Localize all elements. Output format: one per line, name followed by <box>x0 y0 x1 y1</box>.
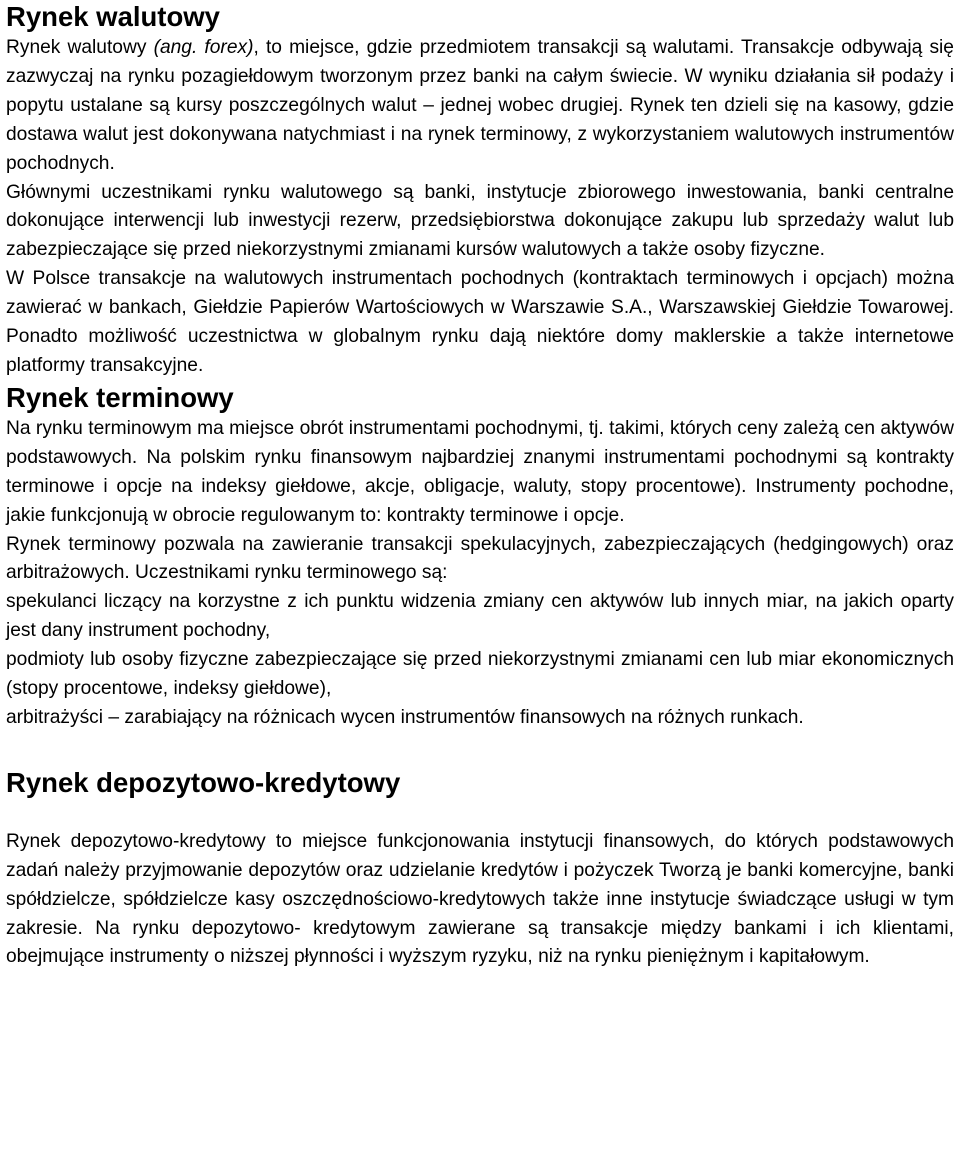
paragraph-rest: , to miejsce, gdzie przedmiotem transakcji są walutami. Transakcje odbywają się zazwyczaj na rynku pozagiełdowym tworzonym przez banki na całym świecie. W wyniku działania sił podaży i popytu ustalane są kursy poszczególnych walut – jednej wobec drugiej. Rynek ten dzieli się na kasowy, gdzie dostawa walut jest dokonywana natychmiast i na rynek terminowy, z wykorzystaniem walutowych instrumentów pochodnych. <box>6 37 954 174</box>
paragraph: Rynek terminowy pozwala na zawieranie transakcji spekulacyjnych, zabezpieczających (hedgingowych) oraz arbitrażowych. Uczestnikami rynku terminowego są: <box>6 533 954 584</box>
paragraph: Na rynku terminowym ma miejsce obrót instrumentami pochodnymi, tj. takimi, których ceny zależą cen aktywów podstawowych. Na polskim rynku finansowym najbardziej znanymi instrumentami pochodnymi są kontrakty terminowe i opcje na indeksy giełdowe, akcje, obligacje, waluty, stopy procentowe). Instrumenty pochodne, jakie funkcjonują w obrocie regulowanym to: kontrakty terminowe i opcje. <box>6 417 954 526</box>
list-item: podmioty lub osoby fizyczne zabezpieczające się przed niekorzystnymi zmianami cen lub miar ekonomicznych (stopy procentowe, indeksy giełdowe), <box>6 649 954 700</box>
list-item: spekulanci liczący na korzystne z ich punktu widzenia zmiany cen aktywów lub innych miar, na jakich oparty jest dany instrument pochodny, <box>6 591 954 642</box>
section-heading: Rynek depozytowo-kredytowy <box>6 766 401 798</box>
section-rynek-depozytowo-kredytowy <box>6 766 954 973</box>
section-heading: Rynek terminowy <box>6 381 234 413</box>
paragraph: Głównymi uczestnikami rynku walutowego są banki, instytucje zbiorowego inwestowania, banki centralne dokonujące interwencji lub inwestycji rezerw, przedsiębiorstwa dokonujące zakupu lub sprzedaży walut lub zabezpieczające się przed niekorzystnymi zmianami kursów walutowych a także osoby fizyczne. <box>6 181 954 261</box>
section-rynek-terminowy <box>6 381 954 733</box>
paragraph: Rynek depozytowo-kredytowy to miejsce funkcjonowania instytucji finansowych, do których podstawowych zadań należy przyjmowanie depozytów oraz udzielanie kredytów i pożyczek Tworzą je banki komercyjne, banki spółdzielcze, spółdzielcze kasy oszczędnościowo-kredytowych także inne instytucje świadczące usługi w tym zakresie. Na rynku depozytowo- kredytowym zawierane są transakcje między bankami i ich klientami, obejmujące instrumenty o niższej płynności i wyższym ryzyku, niż na rynku pieniężnym i kapitałowym. <box>6 830 954 968</box>
list-item: arbitrażyści – zarabiający na różnicach wycen instrumentów finansowych na różnych runkach. <box>6 706 804 728</box>
section-heading: Rynek walutowy <box>6 1 220 32</box>
paragraph-lead: Rynek walutowy <box>6 37 154 58</box>
section-rynek-walutowy <box>6 0 954 381</box>
paragraph-emphasis: (ang. forex) <box>153 37 254 58</box>
paragraph <box>6 34 954 179</box>
paragraph: W Polsce transakcje na walutowych instrumentach pochodnych (kontraktach terminowych i opcjach) można zawierać w bankach, Giełdzie Papierów Wartościowych w Warszawie S.A., Warszawskiej Giełdzie Towarowej. Ponadto możliwość uczestnictwa w globalnym rynku dają niektóre domy maklerskie a także internetowe platformy transakcyjne. <box>6 268 954 376</box>
